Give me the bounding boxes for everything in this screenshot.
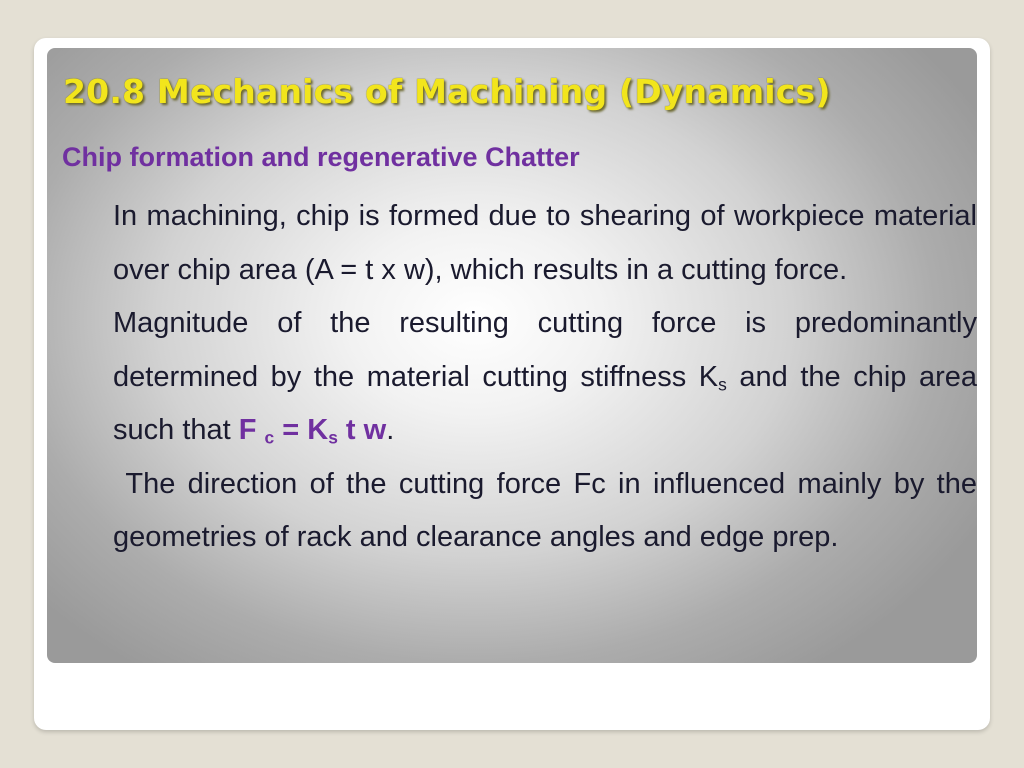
paragraph-cutting-force bbox=[113, 297, 977, 458]
formula-subscript-s: s bbox=[328, 427, 338, 448]
slide-title: 20.8 Mechanics of Machining (Dynamics) bbox=[63, 72, 831, 111]
subscript-s: s bbox=[718, 373, 727, 394]
slide-subtitle: Chip formation and regenerative Chatter bbox=[62, 142, 580, 172]
formula-f: F bbox=[238, 414, 265, 446]
text-period: . bbox=[386, 414, 395, 446]
slide-content-panel bbox=[47, 48, 977, 663]
slide-body bbox=[113, 190, 977, 565]
cutting-force-formula bbox=[239, 414, 386, 446]
paragraph-force-direction: The direction of the cutting force Fc in influenced mainly by the geometries of rack and clearance angles and edge prep. bbox=[113, 467, 977, 553]
formula-subscript-c: c bbox=[264, 427, 275, 448]
formula-tail: t w bbox=[337, 414, 387, 446]
formula-equals-k: = K bbox=[274, 414, 329, 446]
paragraph-chip-formation: In machining, chip is formed due to shearing of workpiece material over chip area (A = t x w), which results in a cutting force. bbox=[113, 200, 977, 286]
text-segment: Magnitude of the resulting cutting force is predominantly determined by the material cutting stiffness K bbox=[113, 307, 977, 393]
text-segment: and the chip area such that bbox=[113, 360, 977, 446]
